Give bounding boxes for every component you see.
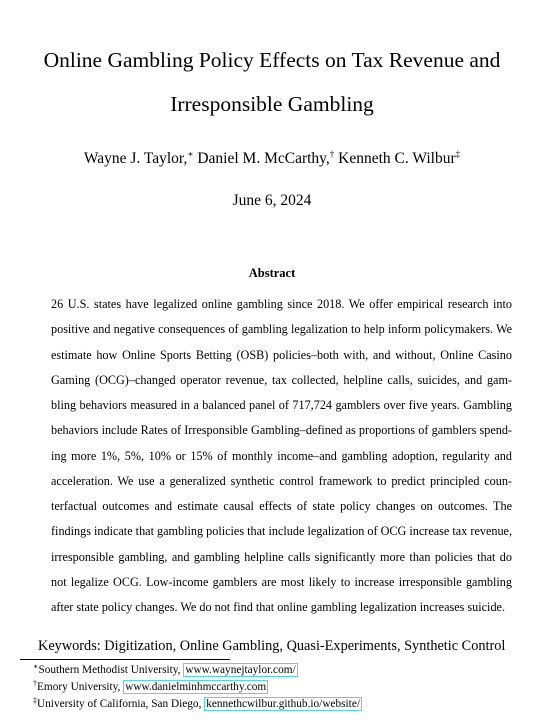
keywords: Keywords: Digitization, Online Gambling, Quasi-Experiments, Synthetic Control — [38, 638, 506, 654]
paper-title — [0, 38, 544, 126]
abstract-line: Gaming (OCG)–changed operator revenue, tax collected, helpline calls, suicides, and gam- — [51, 372, 512, 387]
footnote-rule — [20, 659, 230, 660]
title-line-2: Irresponsible Gambling — [170, 92, 374, 116]
footnote-link[interactable]: www.waynejtaylor.com/ — [185, 664, 296, 676]
footnote-item — [33, 696, 513, 713]
footnote-affiliation: Emory University, — [37, 681, 124, 693]
publication-date: June 6, 2024 — [232, 192, 312, 209]
footnote-affiliation: Southern Methodist University, — [38, 664, 184, 676]
abstract-line: irresponsible gambling, and gambling helpline calls significantly more than policies that do — [51, 549, 512, 564]
author-name: Wayne J. Taylor, — [83, 150, 188, 167]
abstract-line: behaviors include Rates of Irresponsible Gambling–defined as proportions of gamblers spend- — [51, 423, 512, 438]
footnotes — [33, 662, 513, 713]
abstract-line: findings indicate that gambling policies that include legalization of OCG increase tax revenue, — [51, 524, 512, 539]
footnote-item — [33, 662, 513, 679]
abstract-heading: Abstract — [248, 266, 296, 280]
abstract-line: acceleration. We use a generalized synthetic control framework to predict principled coun- — [51, 473, 512, 488]
footnote-mark[interactable]: † — [329, 149, 335, 159]
footnote-mark: † — [33, 679, 37, 688]
abstract-line: after state policy changes. We do not find that online gambling legalization increases suicide. — [51, 600, 505, 614]
abstract-line: not legalize OCG. Low-income gamblers are most likely to increase irresponsible gambling — [51, 574, 512, 589]
author-name: Daniel M. McCarthy, — [197, 150, 330, 167]
footnote-mark: ‡ — [33, 696, 37, 705]
abstract-line: ing more 1%, 5%, 10% or 15% of monthly income–and gambling adoption, regularity and — [51, 448, 512, 463]
footnote-mark[interactable]: ‡ — [455, 149, 461, 159]
footnote-link[interactable]: www.danielminhmccarthy.com — [125, 681, 267, 693]
abstract-line: estimate how Online Sports Betting (OSB) policies–both with, and without, Online Casino — [51, 347, 512, 362]
footnote-mark: ∗ — [33, 662, 39, 671]
abstract-line: bling behaviors measured in a balanced panel of 717,724 gamblers over five years. Gambling — [51, 398, 512, 412]
title-line-1: Online Gambling Policy Effects on Tax Revenue and — [43, 48, 501, 72]
abstract-line: positive and negative consequences of gambling legalization to help inform policymakers. We — [51, 322, 512, 337]
footnote-link[interactable]: kennethcwilbur.github.io/website/ — [206, 698, 360, 710]
abstract-line: 26 U.S. states have legalized online gambling since 2018. We offer empirical research into — [51, 297, 512, 311]
footnote-mark[interactable]: ∗ — [187, 149, 194, 159]
footnote-affiliation: University of California, San Diego, — [37, 698, 205, 710]
author-name: Kenneth C. Wilbur — [338, 150, 456, 167]
footnote-item — [33, 679, 513, 696]
abstract-line: terfactual outcomes and estimate causal effects of state policy changes on outcomes. The — [51, 499, 512, 513]
author-list — [0, 148, 544, 170]
abstract-body — [51, 292, 512, 620]
